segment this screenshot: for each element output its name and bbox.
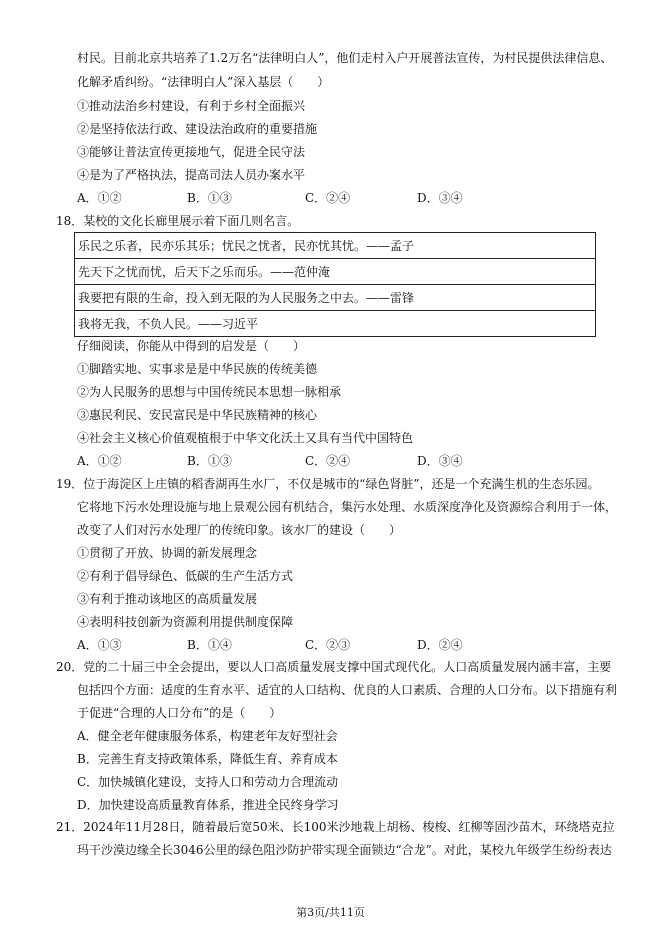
page-number: 第3页/共11页 (296, 906, 365, 919)
q20-choice-a[interactable]: A．健全老年健康服务体系，构建老年友好型社会 (77, 729, 338, 743)
q19-stem-line-3: 改变了人们对污水处理厂的传统印象。该水厂的建设（ ） (77, 523, 402, 537)
q17-option-c[interactable]: C．②④ (305, 191, 351, 205)
q17-option-b[interactable]: B．①③ (187, 191, 232, 205)
q21-stem-line-2: 玛干沙漠边缘全长3046公里的绿色阻沙防护带实现全面锁边“合龙”。对此，某校九年级学生纷纷表达 (77, 843, 612, 857)
quote-row (75, 259, 596, 285)
q19-option-a[interactable]: A．①③ (77, 638, 122, 652)
q18-statement-2: ②为人民服务的思想与中国传统民本思想一脉相承 (77, 385, 342, 399)
q18-option-d[interactable]: D．③④ (417, 454, 463, 468)
q17-statement-1: ①推动法治乡村建设，有利于乡村全面振兴 (77, 99, 306, 113)
q20-stem-line-3: 于促进“合理的人口分布”的是（ ） (77, 706, 282, 720)
q17-statement-4: ④是为了严格执法，提高司法人员办案水平 (77, 168, 306, 182)
q17-stem-line-1: 村民。目前北京共培养了1.2万名“法律明白人”，他们走村入户开展普法宣传，为村民提供法律信息、 (77, 51, 613, 65)
q19-statement-2: ②有利于倡导绿色、低碳的生产生活方式 (77, 569, 294, 583)
q19-statement-4: ④表明科技创新为资源利用提供制度保障 (77, 615, 294, 629)
quote-row (75, 285, 596, 311)
q17-option-d[interactable]: D．③④ (417, 191, 463, 205)
q19-option-c[interactable]: C．②③ (305, 638, 351, 652)
q19-statement-3: ③有利于推动该地区的高质量发展 (77, 592, 258, 606)
q17-option-a[interactable]: A．①② (77, 191, 122, 205)
q18-statement-3: ③惠民利民、安民富民是中华民族精神的核心 (77, 408, 318, 422)
q20-stem-line-1: 20．党的二十届三中全会提出，要以人口高质量发展支撑中国式现代化。人口高质量发展内涵丰富，主要 (56, 660, 612, 674)
q18-option-a[interactable]: A．①② (77, 454, 122, 468)
q18-option-b[interactable]: B．①③ (187, 454, 232, 468)
quote-cell: 我将无我，不负人民。——习近平 (75, 311, 596, 337)
q18-statement-4: ④社会主义核心价值观植根于中华文化沃土又具有当代中国特色 (77, 431, 414, 445)
q18-stem: 18．某校的文化长廊里展示着下面几则名言。 (56, 214, 300, 228)
q18-option-c[interactable]: C．②④ (305, 454, 351, 468)
q18-statement-1: ①脚踏实地、实事求是是中华民族的传统美德 (77, 362, 318, 376)
q20-stem-line-2: 包括四个方面：适度的生育水平、适宜的人口结构、优良的人口素质、合理的人口分布。以下措施有利 (77, 683, 618, 697)
q21-stem-line-1: 21．2024年11月28日，随着最后宽50米、长100米沙地栽上胡杨、梭梭、红柳等固沙苗木，环绕塔克拉 (56, 820, 615, 834)
q18-prompt: 仔细阅读，你能从中得到的启发是（ ） (77, 339, 306, 353)
q20-choice-c[interactable]: C．加快城镇化建设，支持人口和劳动力合理流动 (77, 775, 339, 789)
q19-option-d[interactable]: D．②④ (417, 638, 463, 652)
q17-statement-3: ③能够让普法宣传更接地气，促进全民守法 (77, 145, 306, 159)
q19-option-b[interactable]: B．①④ (187, 638, 232, 652)
q17-statement-2: ②是坚持依法行政、建设法治政府的重要措施 (77, 122, 318, 136)
q20-choice-d[interactable]: D．加快建设高质量教育体系，推进全民终身学习 (77, 798, 339, 812)
q17-stem-line-2: 化解矛盾纠纷。“法律明白人”深入基层（ ） (77, 75, 330, 89)
q20-choice-b[interactable]: B．完善生育支持政策体系，降低生育、养育成本 (77, 752, 338, 766)
quote-cell: 先天下之忧而忧，后天下之乐而乐。——范仲淹 (75, 259, 596, 285)
q19-stem-line-2: 它将地下污水处理设施与地上景观公园有机结合，集污水处理、水质深度净化及资源综合利用于一体， (77, 500, 618, 514)
quote-cell: 我要把有限的生命，投入到无限的为人民服务之中去。——雷锋 (75, 285, 596, 311)
q18-quote-table (74, 232, 596, 337)
q19-stem-line-1: 19．位于海淀区上庄镇的稻香湖再生水厂，不仅是城市的“绿色肾脏”，还是一个充满生机的生态乐园。 (56, 477, 600, 491)
quote-row (75, 233, 596, 259)
quote-row (75, 311, 596, 337)
q19-statement-1: ①贯彻了开放、协调的新发展理念 (77, 546, 258, 560)
quote-cell: 乐民之乐者，民亦乐其乐；忧民之忧者，民亦忧其忧。——孟子 (75, 233, 596, 259)
